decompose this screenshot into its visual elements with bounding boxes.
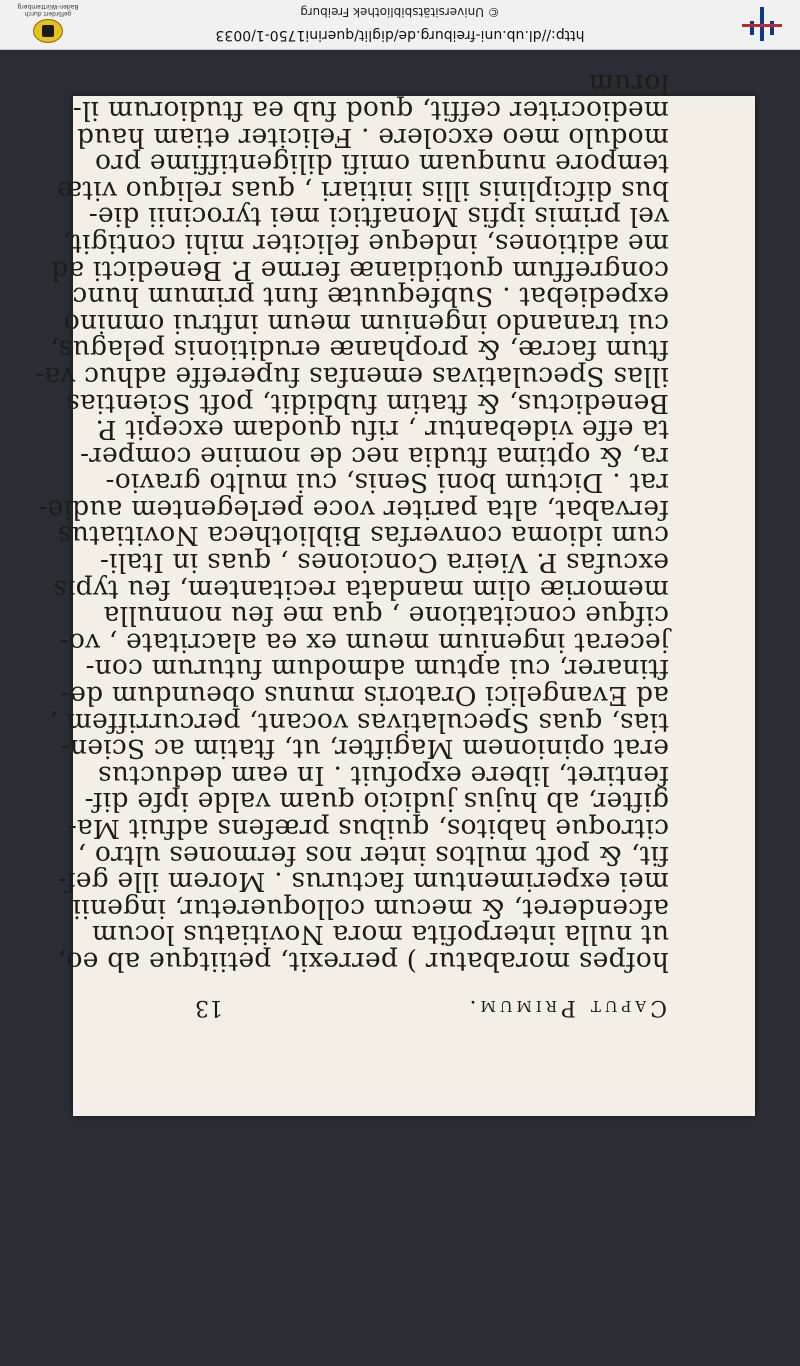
text-line: lorum [588, 68, 669, 100]
document-url[interactable]: http://dl.ub.uni-freiburg.de/diglit/querini1750-1/0033 [215, 27, 585, 43]
text-line: rat . Dictum boni Senis, cui multo gravio- [105, 467, 669, 499]
copyright-notice: © Universitätsbibliothek Freiburg [300, 5, 500, 19]
text-line: ftinarer, cui aptum admodum futurum con- [85, 653, 669, 685]
book-page [34, 68, 755, 1116]
text-line: ta effe videbantur , rifu quodam excepit P. [95, 414, 669, 446]
text-line: hofpes morabatur ) perrexit, petiitque ab eo, [57, 946, 669, 977]
text-line: vel primis ipfis Monaftici mei tyrocinii die- [88, 201, 669, 233]
text-line: ra, & optima ftudia nec de nomine comper- [79, 440, 669, 472]
text-line: cum idioma converfas Bibliotheca Novitiatus [57, 520, 669, 552]
body-text [34, 68, 669, 977]
text-line: fervabat, alta pariter voce perlegentem audie- [38, 493, 669, 525]
viewer-footer-bar [0, 0, 800, 50]
running-title: Caput Primum. [465, 995, 667, 1020]
text-line: cui tranando ingenium meum inftrui omnino [63, 307, 669, 339]
text-line: citroque habitos, quibus præfens adfuit Ma- [67, 813, 669, 845]
text-line: fit, & poft multos inter nos fermones ultro , [77, 839, 669, 871]
text-line: fentiret, libere expofuit . In eam deductus [97, 759, 669, 791]
text-line: illas Speculativas emenfas fupereffe adhuc va- [34, 360, 669, 392]
funder-logo [8, 3, 88, 43]
text-line: expediebat . Subfequutæ funt primum hunc [72, 281, 669, 313]
text-line: memoriæ olim mandata recitantem, feu typis [53, 573, 669, 605]
text-line: jecerat ingenium meum ex ea alacritate , vo- [59, 626, 669, 658]
text-line: ut nulla interpofita mora Novitiatus locum [91, 919, 669, 951]
text-line: mediocriter ceffit, quod fub ea ftudiorum il- [72, 95, 669, 126]
page-header [73, 990, 755, 1020]
baden-wuerttemberg-crest-icon [33, 19, 63, 43]
text-line: afcenderet, & mecum colloqueretur, ingenii [72, 892, 669, 924]
text-line: me aditiones, indeque feliciter mihi contigit, [62, 227, 669, 259]
text-line: excufas P. Vieira Conciones , quas in Itali- [99, 547, 669, 579]
funder-line-2: Baden-Württemberg [17, 3, 79, 10]
text-line: tempore nunquam omifi diligentiffime pro [94, 148, 669, 180]
text-line: Benedictus, & ftatim fubdidit, poft Scientias [65, 387, 669, 419]
ub-logo-icon[interactable] [742, 7, 782, 41]
text-line: erat opinionem Magifter, ut, ftatim ac Scien- [60, 733, 669, 765]
funder-line-1: gefördert durch [24, 10, 72, 17]
text-line: ftum facræ, & prophanæ eruditionis pelagus, [50, 334, 669, 366]
text-line: modulo meo excolere . Feliciter etiam haud [76, 121, 669, 153]
text-line: gifter, ab hujus judicio quam valde ipfe dif- [84, 786, 669, 818]
text-line: cifque concitatione , qua me feu nonnulla [103, 600, 669, 632]
text-line: ad Evangelici Oratoris munus obeundum de- [60, 680, 669, 712]
text-line: mei experimentum facturus . Morem ille gef- [57, 866, 669, 898]
page-number: 13 [195, 995, 223, 1020]
text-line: bus difciplinis illis initiari , quas reliquo vitæ [57, 174, 669, 206]
text-line: congreffum quotidianæ ferme P. Benedicti ad [51, 254, 669, 286]
text-line: tias, quas Speculativas vocant, percurriffem , [49, 706, 669, 738]
